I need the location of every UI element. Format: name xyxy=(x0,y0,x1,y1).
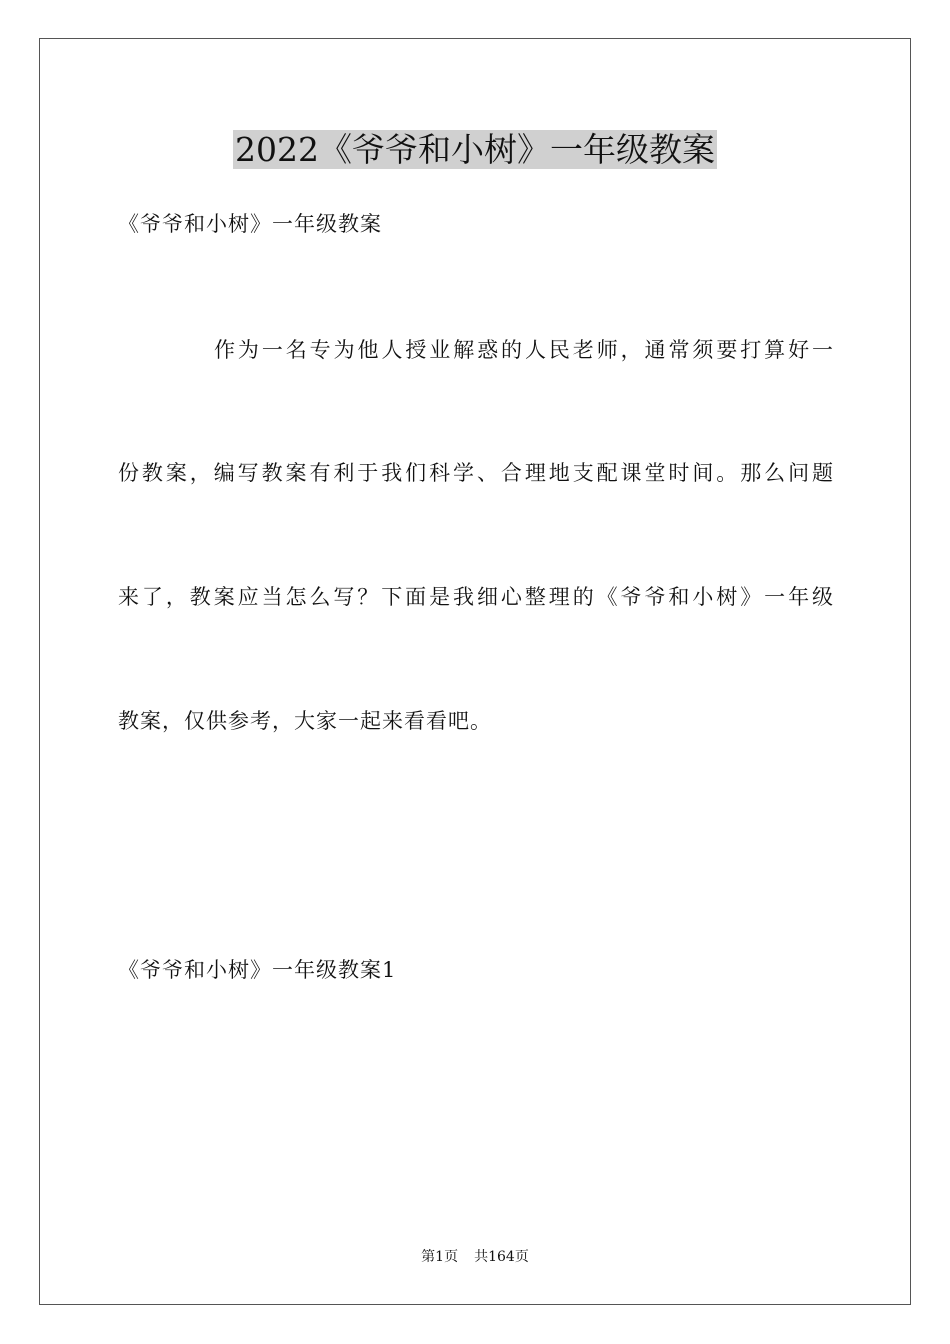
intro-paragraph-line-2: 份教案，编写教案有利于我们科学、合理地支配课堂时间。那么问题 xyxy=(118,461,833,485)
intro-paragraph-line-3: 来了，教案应当怎么写？下面是我细心整理的《爷爷和小树》一年级 xyxy=(118,585,833,609)
page-number: 第1页 xyxy=(421,1249,459,1265)
total-pages: 共164页 xyxy=(474,1249,529,1265)
intro-paragraph-line-1: 作为一名专为他人授业解惑的人民老师，通常须要打算好一 xyxy=(214,338,833,362)
document-subtitle: 《爷爷和小树》一年级教案 xyxy=(118,212,382,236)
page-footer xyxy=(0,1247,950,1267)
document-title-text: 2022《爷爷和小树》一年级教案 xyxy=(235,130,715,169)
section-heading: 《爷爷和小树》一年级教案1 xyxy=(118,958,397,982)
intro-paragraph-line-4: 教案，仅供参考，大家一起来看看吧。 xyxy=(118,709,492,733)
document-title xyxy=(0,124,950,176)
